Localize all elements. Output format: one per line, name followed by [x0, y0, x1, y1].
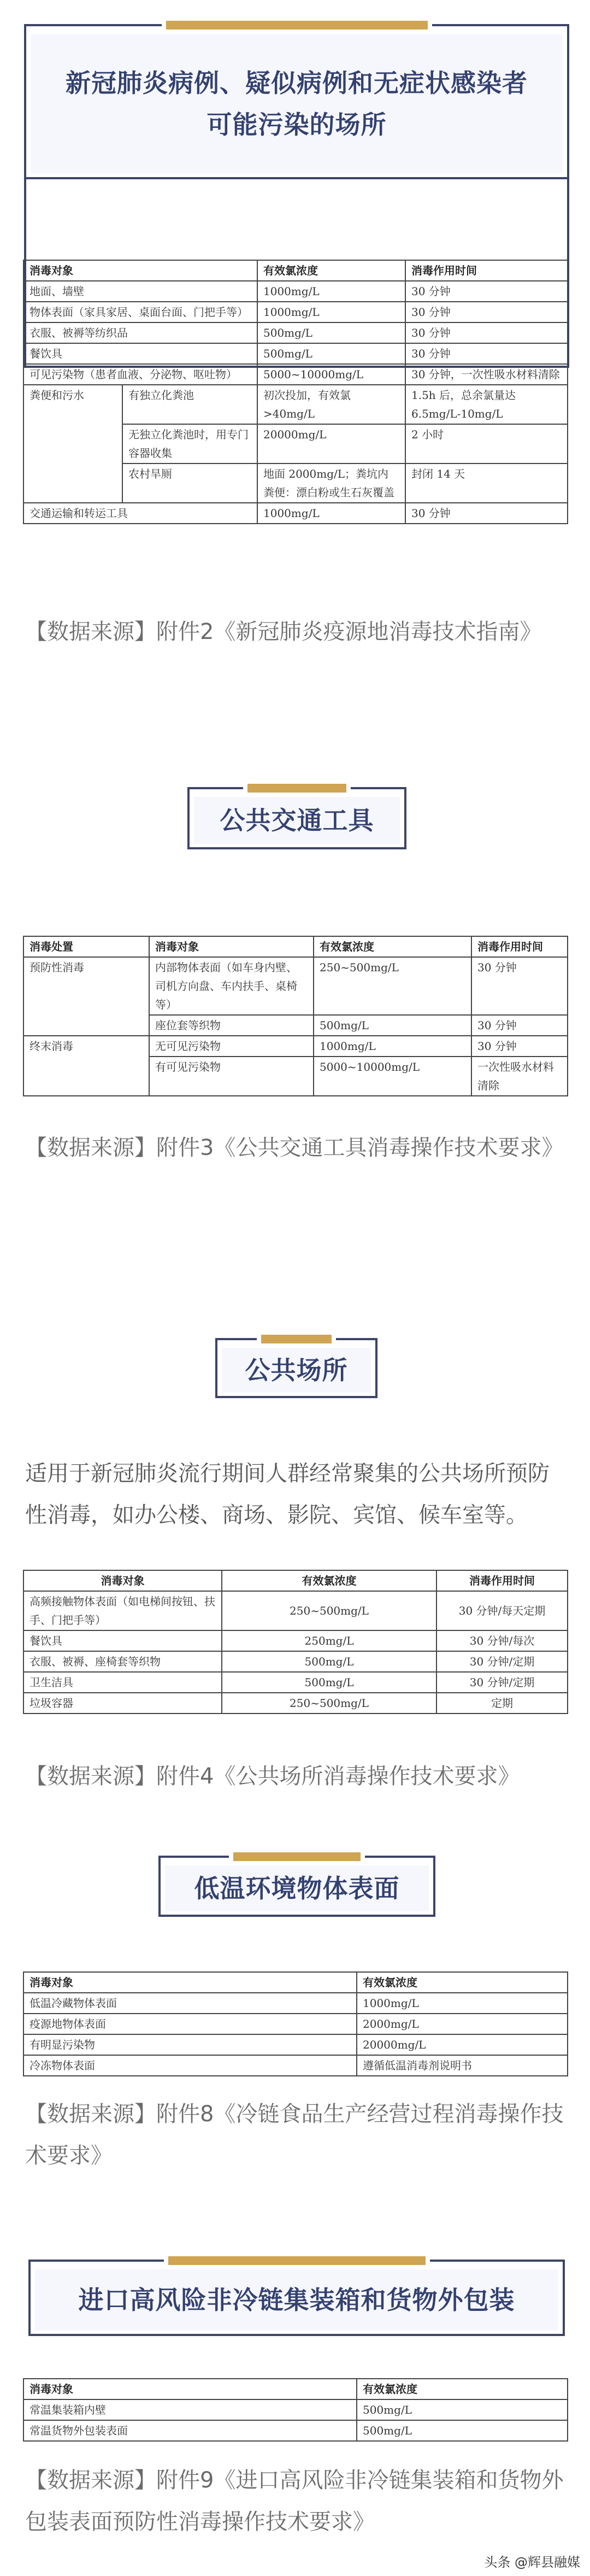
table-low-temperature	[23, 1971, 568, 2076]
gold-accent-bar	[257, 1335, 336, 1343]
table-cell: 30 分钟/每次	[436, 1630, 568, 1651]
table-row	[23, 343, 568, 364]
header-cell: 消毒对象	[149, 936, 314, 957]
heading-box-4	[158, 1856, 435, 1917]
header-cell: 有效氯浓度	[357, 1972, 568, 1993]
header-cell: 消毒作用时间	[471, 936, 568, 957]
table-row	[23, 2034, 568, 2055]
table-cell: 250mg/L	[222, 1630, 436, 1651]
header-cell: 消毒处置	[23, 936, 149, 957]
header-cell: 消毒对象	[23, 1570, 222, 1591]
page-title	[66, 62, 528, 145]
table-header	[23, 1972, 568, 1993]
table-cell: 500mg/L	[257, 343, 405, 364]
table-cell: 500mg/L	[222, 1672, 436, 1693]
table-cell: 30 分钟	[471, 957, 568, 1015]
table-cell: 终末消毒	[23, 1036, 149, 1096]
table-row	[23, 281, 568, 302]
table-cell: 30 分钟/每天定期	[436, 1591, 568, 1630]
table-row	[23, 364, 568, 385]
table-row	[23, 2055, 568, 2076]
table-cell: 250~500mg/L	[222, 1693, 436, 1714]
table-row	[23, 1651, 568, 1672]
table-cell: 30 分钟，一次性吸水材料清除	[405, 364, 568, 385]
table-cell: 座位套等织物	[149, 1015, 314, 1036]
table-public-transport	[23, 936, 568, 1096]
table-cell: 内部物体表面（如车身内壁、司机方向盘、车内扶手、桌椅等）	[149, 957, 314, 1015]
table-cell: 250~500mg/L	[222, 1591, 436, 1630]
table-cell: 500mg/L	[314, 1015, 471, 1036]
source-note-2: 【数据来源】附件3《公共交通工具消毒操作技术要求》	[25, 1135, 564, 1160]
table-cell: 地面、墙壁	[23, 281, 257, 302]
table-cell: 衣服、被褥等纺织品	[23, 322, 257, 343]
source-note-1: 【数据来源】附件2《新冠肺炎疫源地消毒技术指南》	[25, 619, 542, 644]
section-title: 进口高风险非冷链集装箱和货物外包装	[78, 2285, 515, 2315]
table-header	[23, 1570, 568, 1591]
header-cell: 有效氯浓度	[357, 2379, 568, 2399]
section-title: 公共场所	[245, 1356, 348, 1385]
table-cell: 1000mg/L	[357, 1993, 568, 2014]
table-cell: 卫生洁具	[23, 1672, 222, 1693]
source-note-3: 【数据来源】附件4《公共场所消毒操作技术要求》	[25, 1764, 520, 1789]
table-cell: 1000mg/L	[257, 503, 405, 524]
heading-box-3	[215, 1338, 377, 1398]
table-public-places	[23, 1570, 568, 1714]
heading-box-2	[187, 787, 406, 849]
table-row	[23, 2399, 568, 2420]
gold-accent-bar	[162, 21, 432, 30]
table-cell: 30 分钟/定期	[436, 1651, 568, 1672]
heading-box-5	[28, 2260, 565, 2336]
table-row	[23, 1693, 568, 1714]
table-cell: 遵循低温消毒剂说明书	[357, 2055, 568, 2076]
table-row	[23, 2014, 568, 2034]
table-cell: 1000mg/L	[257, 302, 405, 322]
table-cell: 30 分钟/定期	[436, 1672, 568, 1693]
table-cell: 常温货物外包装表面	[23, 2420, 357, 2441]
table-cell: 有独立化粪池	[122, 385, 257, 424]
table-cell: 定期	[436, 1693, 568, 1714]
table-cell: 粪便和污水	[23, 385, 122, 503]
table-header	[23, 260, 568, 281]
table-cell: 20000mg/L	[357, 2034, 568, 2055]
title-line-2: 可能污染的场所	[206, 110, 387, 139]
table-cell: 疫源地物体表面	[23, 2014, 357, 2034]
table-row	[23, 302, 568, 322]
title-box	[24, 24, 569, 179]
table-row	[23, 1036, 568, 1057]
table-row	[23, 1591, 568, 1630]
table-cell: 30 分钟	[405, 302, 568, 322]
header-cell: 消毒对象	[23, 1972, 357, 1993]
table-cell: 初次投加，有效氯>40mg/L	[257, 385, 405, 424]
table-cell: 无独立化粪池时，用专门容器收集	[122, 424, 257, 463]
table-cell: 有明显污染物	[23, 2034, 357, 2055]
table-non-cold-chain	[23, 2378, 568, 2442]
table-header	[23, 936, 568, 957]
table-cell: 物体表面（家具家居、桌面台面、门把手等）	[23, 302, 257, 322]
table-cell: 低温冷藏物体表面	[23, 1993, 357, 2014]
table-cell: 500mg/L	[222, 1651, 436, 1672]
table-cell: 30 分钟	[405, 503, 568, 524]
table-cell: 20000mg/L	[257, 424, 405, 463]
table-cell: 250~500mg/L	[314, 957, 471, 1015]
table-cell: 冷冻物体表面	[23, 2055, 357, 2076]
table-cell: 5000~10000mg/L	[314, 1057, 471, 1096]
table-cell: 5000~10000mg/L	[257, 364, 405, 385]
table-cell: 常温集装箱内壁	[23, 2399, 357, 2420]
table-cell: 500mg/L	[357, 2399, 568, 2420]
source-note-5: 【数据来源】附件9《进口高风险非冷链集装箱和货物外包装表面预防性消毒操作技术要求》	[25, 2468, 564, 2534]
table-row	[23, 957, 568, 1015]
header-cell: 消毒对象	[23, 260, 257, 281]
table-cell: 500mg/L	[257, 322, 405, 343]
table-cell: 封闭 14 天	[405, 463, 568, 503]
watermark: 头条 @辉县融媒	[484, 2555, 580, 2570]
header-cell: 有效氯浓度	[314, 936, 471, 957]
table-row	[23, 322, 568, 343]
table-contaminated-places	[23, 260, 568, 524]
section-title: 低温环境物体表面	[194, 1874, 400, 1903]
table-row	[23, 1672, 568, 1693]
table-cell: 2000mg/L	[357, 2014, 568, 2034]
table-cell: 预防性消毒	[23, 957, 149, 1036]
table-cell: 1000mg/L	[314, 1036, 471, 1057]
table-cell: 30 分钟	[405, 322, 568, 343]
table-cell: 地面 2000mg/L；粪坑内粪便：漂白粉或生石灰覆盖	[257, 463, 405, 503]
table-cell: 30 分钟	[405, 281, 568, 302]
table-cell: 1000mg/L	[257, 281, 405, 302]
intro-paragraph: 适用于新冠肺炎流行期间人群经常聚集的公共场所预防性消毒，如办公楼、商场、影院、宾馆、候车室等。	[25, 1461, 550, 1528]
section-title: 公共交通工具	[220, 806, 374, 835]
title-line-1: 新冠肺炎病例、疑似病例和无症状感染者	[66, 68, 528, 98]
table-cell: 500mg/L	[357, 2420, 568, 2441]
header-cell: 消毒对象	[23, 2379, 357, 2399]
table-cell: 有可见污染物	[149, 1057, 314, 1096]
table-cell: 垃圾容器	[23, 1693, 222, 1714]
table-header	[23, 2379, 568, 2399]
table-cell: 农村旱厕	[122, 463, 257, 503]
table-row	[23, 503, 568, 524]
table-cell: 高频接触物体表面（如电梯间按钮、扶手、门把手等）	[23, 1591, 222, 1630]
table-cell: 30 分钟	[471, 1036, 568, 1057]
table-cell: 2 小时	[405, 424, 568, 463]
table-row	[23, 385, 568, 424]
table-cell: 一次性吸水材料清除	[471, 1057, 568, 1096]
header-cell: 有效氯浓度	[257, 260, 405, 281]
gold-accent-bar	[243, 784, 351, 793]
table-row	[23, 1993, 568, 2014]
table-cell: 餐饮具	[23, 1630, 222, 1651]
table-cell: 30 分钟	[471, 1015, 568, 1036]
header-cell: 消毒作用时间	[405, 260, 568, 281]
table-cell: 30 分钟	[405, 343, 568, 364]
table-cell: 无可见污染物	[149, 1036, 314, 1057]
table-row	[23, 2420, 568, 2441]
source-note-4: 【数据来源】附件8《冷链食品生产经营过程消毒操作技术要求》	[25, 2102, 564, 2168]
table-cell: 可见污染物（患者血液、分泌物、呕吐物）	[23, 364, 257, 385]
table-cell: 交通运输和转运工具	[23, 503, 257, 524]
header-cell: 有效氯浓度	[222, 1570, 436, 1591]
gold-accent-bar	[229, 1852, 365, 1861]
gold-accent-bar	[164, 2256, 430, 2265]
table-cell: 餐饮具	[23, 343, 257, 364]
table-row	[23, 1630, 568, 1651]
table-cell: 1.5h 后，总余氯量达 6.5mg/L-10mg/L	[405, 385, 568, 424]
header-cell: 消毒作用时间	[436, 1570, 568, 1591]
table-cell: 衣服、被褥、座椅套等织物	[23, 1651, 222, 1672]
